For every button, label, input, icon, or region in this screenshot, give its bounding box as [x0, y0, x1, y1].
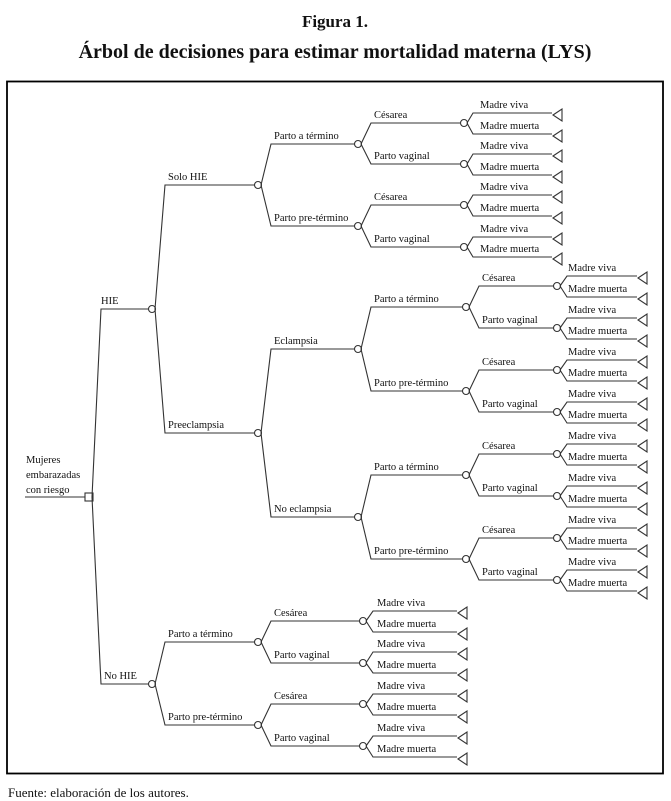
- terminal-node-icon: [638, 461, 647, 473]
- terminal-node-icon: [458, 711, 467, 723]
- chance-node-icon: [355, 346, 362, 353]
- branch-solohie-pat-parto-vaginal: [361, 144, 468, 168]
- outcome-label: Madre muerta: [568, 452, 628, 463]
- figure-title: Figura 1.: [301, 12, 369, 31]
- outcome-label: Madre viva: [480, 224, 529, 235]
- chance-node-icon: [461, 161, 468, 168]
- terminal-node-icon: [638, 503, 647, 515]
- terminal-node-icon: [458, 732, 467, 744]
- branch-label: HIE: [101, 296, 119, 307]
- terminal-node-icon: [638, 293, 647, 305]
- branch-line: [361, 123, 464, 144]
- chance-node-icon: [360, 618, 367, 625]
- branch-label: Césarea: [482, 525, 516, 536]
- outcome-label: Madre viva: [480, 100, 529, 111]
- terminal-node-icon: [553, 109, 562, 121]
- branch-noecl-pat-cesarea: [469, 441, 561, 475]
- chance-node-icon: [355, 141, 362, 148]
- branch-label: Parto vaginal: [374, 151, 430, 162]
- branch-nohie-ppt-cesarea: [261, 691, 367, 725]
- chance-node-icon: [554, 283, 561, 290]
- branch-label: Parto a término: [168, 629, 233, 640]
- branch-label: Parto pre-término: [168, 712, 243, 723]
- terminal-pair: [560, 263, 647, 305]
- terminal-pair: [366, 723, 467, 765]
- chance-node-icon: [461, 244, 468, 251]
- terminal-pair: [560, 347, 647, 389]
- branch-ecl-pat-cesarea: [469, 273, 561, 307]
- terminal-node-icon: [553, 191, 562, 203]
- branch-ecl-ppt-parto-vaginal: [469, 391, 561, 416]
- branch-label: Parto vaginal: [482, 567, 538, 578]
- outcome-label: Madre muerta: [568, 410, 628, 421]
- chance-node-icon: [355, 514, 362, 521]
- terminal-pair: [467, 224, 562, 265]
- branch-line: [261, 621, 363, 642]
- branch-nohie-pat-parto-vaginal: [261, 642, 367, 667]
- terminal-node-icon: [458, 607, 467, 619]
- chance-node-icon: [463, 472, 470, 479]
- root-label-line: embarazadas: [26, 470, 81, 481]
- chance-node-icon: [355, 223, 362, 230]
- outcome-label: Madre viva: [377, 681, 426, 692]
- outcome-label: Madre viva: [568, 431, 617, 442]
- branch-solo-hie: [155, 172, 262, 309]
- branch-solohie-ppt-parto-vaginal: [361, 226, 468, 251]
- branch-line: [92, 309, 152, 497]
- terminal-node-icon: [638, 377, 647, 389]
- branch-line: [361, 307, 466, 349]
- branch-label: Preeclampsia: [168, 420, 224, 431]
- branch-label: Parto a término: [274, 131, 339, 142]
- chance-node-icon: [255, 430, 262, 437]
- branch-label: Césarea: [482, 441, 516, 452]
- terminal-pair: [366, 639, 467, 681]
- branch-label: Parto vaginal: [274, 733, 330, 744]
- outcome-label: Madre viva: [568, 557, 617, 568]
- figure-subtitle: Árbol de decisiones para estimar mortalidad materna (LYS): [78, 41, 592, 63]
- outcome-label: Madre viva: [480, 141, 529, 152]
- outcome-label: Madre viva: [568, 515, 617, 526]
- chance-node-icon: [149, 681, 156, 688]
- terminal-pair: [366, 681, 467, 723]
- branch-line: [261, 349, 358, 433]
- branch-noecl-ppt-cesarea: [469, 525, 561, 559]
- terminal-node-icon: [553, 212, 562, 224]
- outcome-label: Madre viva: [568, 389, 617, 400]
- branch-label: Cesárea: [274, 608, 308, 619]
- branch-nohie-ppt-parto-vaginal: [261, 725, 367, 750]
- terminal-pair: [560, 431, 647, 473]
- branch-line: [155, 642, 258, 684]
- chance-node-icon: [461, 202, 468, 209]
- branch-ecl-pat-parto-vaginal: [469, 307, 561, 332]
- terminal-pair: [467, 100, 562, 142]
- chance-node-icon: [463, 388, 470, 395]
- terminal-node-icon: [458, 753, 467, 765]
- branch-nohie-parto-pre-termino: [155, 684, 262, 729]
- root-node: [25, 455, 93, 501]
- chance-node-icon: [255, 182, 262, 189]
- branch-line: [469, 370, 557, 391]
- branch-label: No HIE: [104, 671, 137, 682]
- chance-node-icon: [554, 409, 561, 416]
- terminal-node-icon: [638, 398, 647, 410]
- outcome-label: Madre viva: [568, 473, 617, 484]
- branch-label: Parto vaginal: [482, 315, 538, 326]
- branch-label: Solo HIE: [168, 172, 208, 183]
- outcome-label: Madre muerta: [480, 244, 540, 255]
- terminal-node-icon: [638, 356, 647, 368]
- outcome-label: Madre muerta: [568, 284, 628, 295]
- branch-eclampsia-parto-a-termino: [361, 294, 470, 349]
- chance-node-icon: [461, 120, 468, 127]
- terminal-node-icon: [458, 628, 467, 640]
- branch-label: Parto pre-término: [374, 378, 449, 389]
- outcome-label: Madre viva: [568, 263, 617, 274]
- terminal-node-icon: [458, 648, 467, 660]
- outcome-label: Madre muerta: [568, 368, 628, 379]
- branch-line: [469, 454, 557, 475]
- terminal-node-icon: [553, 130, 562, 142]
- terminal-node-icon: [553, 171, 562, 183]
- terminal-pair: [560, 305, 647, 347]
- branch-nohie-pat-cesarea: [261, 608, 367, 642]
- terminal-pair: [560, 389, 647, 431]
- figure-border: [7, 82, 663, 774]
- branch-ecl-ppt-cesarea: [469, 357, 561, 391]
- branch-label: Césarea: [374, 110, 408, 121]
- terminal-pair: [560, 557, 647, 599]
- outcome-label: Madre viva: [377, 639, 426, 650]
- terminal-pair: [467, 182, 562, 224]
- branch-line: [469, 286, 557, 307]
- outcome-label: Madre muerta: [377, 744, 437, 755]
- outcome-label: Madre viva: [377, 723, 426, 734]
- terminal-pair: [467, 141, 562, 183]
- branch-line: [361, 475, 466, 517]
- branch-solohie-pat-cesarea: [361, 110, 468, 144]
- root-label-line: con riesgo: [26, 485, 70, 496]
- branch-label: Parto a término: [374, 294, 439, 305]
- branch-label: Parto a término: [374, 462, 439, 473]
- terminal-node-icon: [638, 524, 647, 536]
- terminal-node-icon: [458, 690, 467, 702]
- source-note: Fuente: elaboración de los autores.: [8, 785, 189, 800]
- branch-eclampsia-parto-pre-termino: [361, 349, 470, 395]
- chance-node-icon: [463, 556, 470, 563]
- branch-preeclampsia: [155, 309, 262, 437]
- chance-node-icon: [554, 577, 561, 584]
- branch-noeclampsia-parto-pre-termino: [361, 517, 470, 563]
- outcome-label: Madre muerta: [480, 121, 540, 132]
- branch-label: Parto vaginal: [482, 399, 538, 410]
- branch-line: [155, 185, 258, 309]
- branch-label: Césarea: [482, 273, 516, 284]
- outcome-label: Madre muerta: [568, 494, 628, 505]
- branch-nohie-parto-a-termino: [155, 629, 262, 684]
- branch-label: No eclampsia: [274, 504, 332, 515]
- outcome-label: Madre viva: [568, 347, 617, 358]
- outcome-label: Madre muerta: [568, 536, 628, 547]
- branch-label: Eclampsia: [274, 336, 318, 347]
- terminal-node-icon: [638, 482, 647, 494]
- branch-line: [469, 538, 557, 559]
- outcome-label: Madre muerta: [377, 619, 437, 630]
- chance-node-icon: [255, 722, 262, 729]
- terminal-node-icon: [638, 314, 647, 326]
- outcome-label: Madre muerta: [480, 162, 540, 173]
- terminal-node-icon: [638, 272, 647, 284]
- branch-noecl-ppt-parto-vaginal: [469, 559, 561, 584]
- branch-label: Césarea: [374, 192, 408, 203]
- chance-node-icon: [149, 306, 156, 313]
- chance-node-icon: [255, 639, 262, 646]
- terminal-node-icon: [553, 150, 562, 162]
- chance-node-icon: [554, 451, 561, 458]
- root-label-line: Mujeres: [26, 455, 61, 466]
- branch-noecl-pat-parto-vaginal: [469, 475, 561, 500]
- outcome-label: Madre muerta: [377, 660, 437, 671]
- outcome-label: Madre viva: [377, 598, 426, 609]
- branch-label: Parto vaginal: [374, 234, 430, 245]
- terminal-pair: [366, 598, 467, 640]
- branch-line: [155, 309, 258, 433]
- outcome-label: Madre muerta: [377, 702, 437, 713]
- branch-line: [92, 497, 152, 684]
- branch-line: [361, 205, 464, 226]
- chance-node-icon: [463, 304, 470, 311]
- outcome-label: Madre viva: [480, 182, 529, 193]
- branch-line: [261, 704, 363, 725]
- chance-node-icon: [360, 743, 367, 750]
- chance-node-icon: [360, 660, 367, 667]
- terminal-node-icon: [458, 669, 467, 681]
- terminal-node-icon: [553, 233, 562, 245]
- outcome-label: Madre muerta: [568, 326, 628, 337]
- branch-label: Parto vaginal: [274, 650, 330, 661]
- branch-label: Cesárea: [274, 691, 308, 702]
- branch-noeclampsia-parto-a-termino: [361, 462, 470, 517]
- terminal-node-icon: [638, 335, 647, 347]
- branch-label: Parto vaginal: [482, 483, 538, 494]
- branch-eclampsia: [261, 336, 362, 433]
- outcome-label: Madre muerta: [480, 203, 540, 214]
- branch-line: [261, 144, 358, 185]
- branch-no-hie: [92, 497, 156, 688]
- chance-node-icon: [360, 701, 367, 708]
- terminal-node-icon: [553, 253, 562, 265]
- branch-solohie-ppt-cesarea: [361, 192, 468, 226]
- terminal-node-icon: [638, 587, 647, 599]
- branch-no-eclampsia: [261, 433, 362, 521]
- terminal-pair: [560, 515, 647, 557]
- outcome-label: Madre muerta: [568, 578, 628, 589]
- branch-hie: [92, 296, 156, 497]
- chance-node-icon: [554, 325, 561, 332]
- chance-node-icon: [554, 493, 561, 500]
- terminal-node-icon: [638, 566, 647, 578]
- branch-label: Parto pre-término: [374, 546, 449, 557]
- terminal-node-icon: [638, 419, 647, 431]
- chance-node-icon: [554, 367, 561, 374]
- terminal-pair: [560, 473, 647, 515]
- branch-label: Césarea: [482, 357, 516, 368]
- terminal-node-icon: [638, 440, 647, 452]
- branch-label: Parto pre-término: [274, 213, 349, 224]
- branch-solohie-parto-pre-termino: [261, 185, 362, 230]
- outcome-label: Madre viva: [568, 305, 617, 316]
- terminal-node-icon: [638, 545, 647, 557]
- chance-node-icon: [554, 535, 561, 542]
- branch-solohie-parto-a-termino: [261, 131, 362, 185]
